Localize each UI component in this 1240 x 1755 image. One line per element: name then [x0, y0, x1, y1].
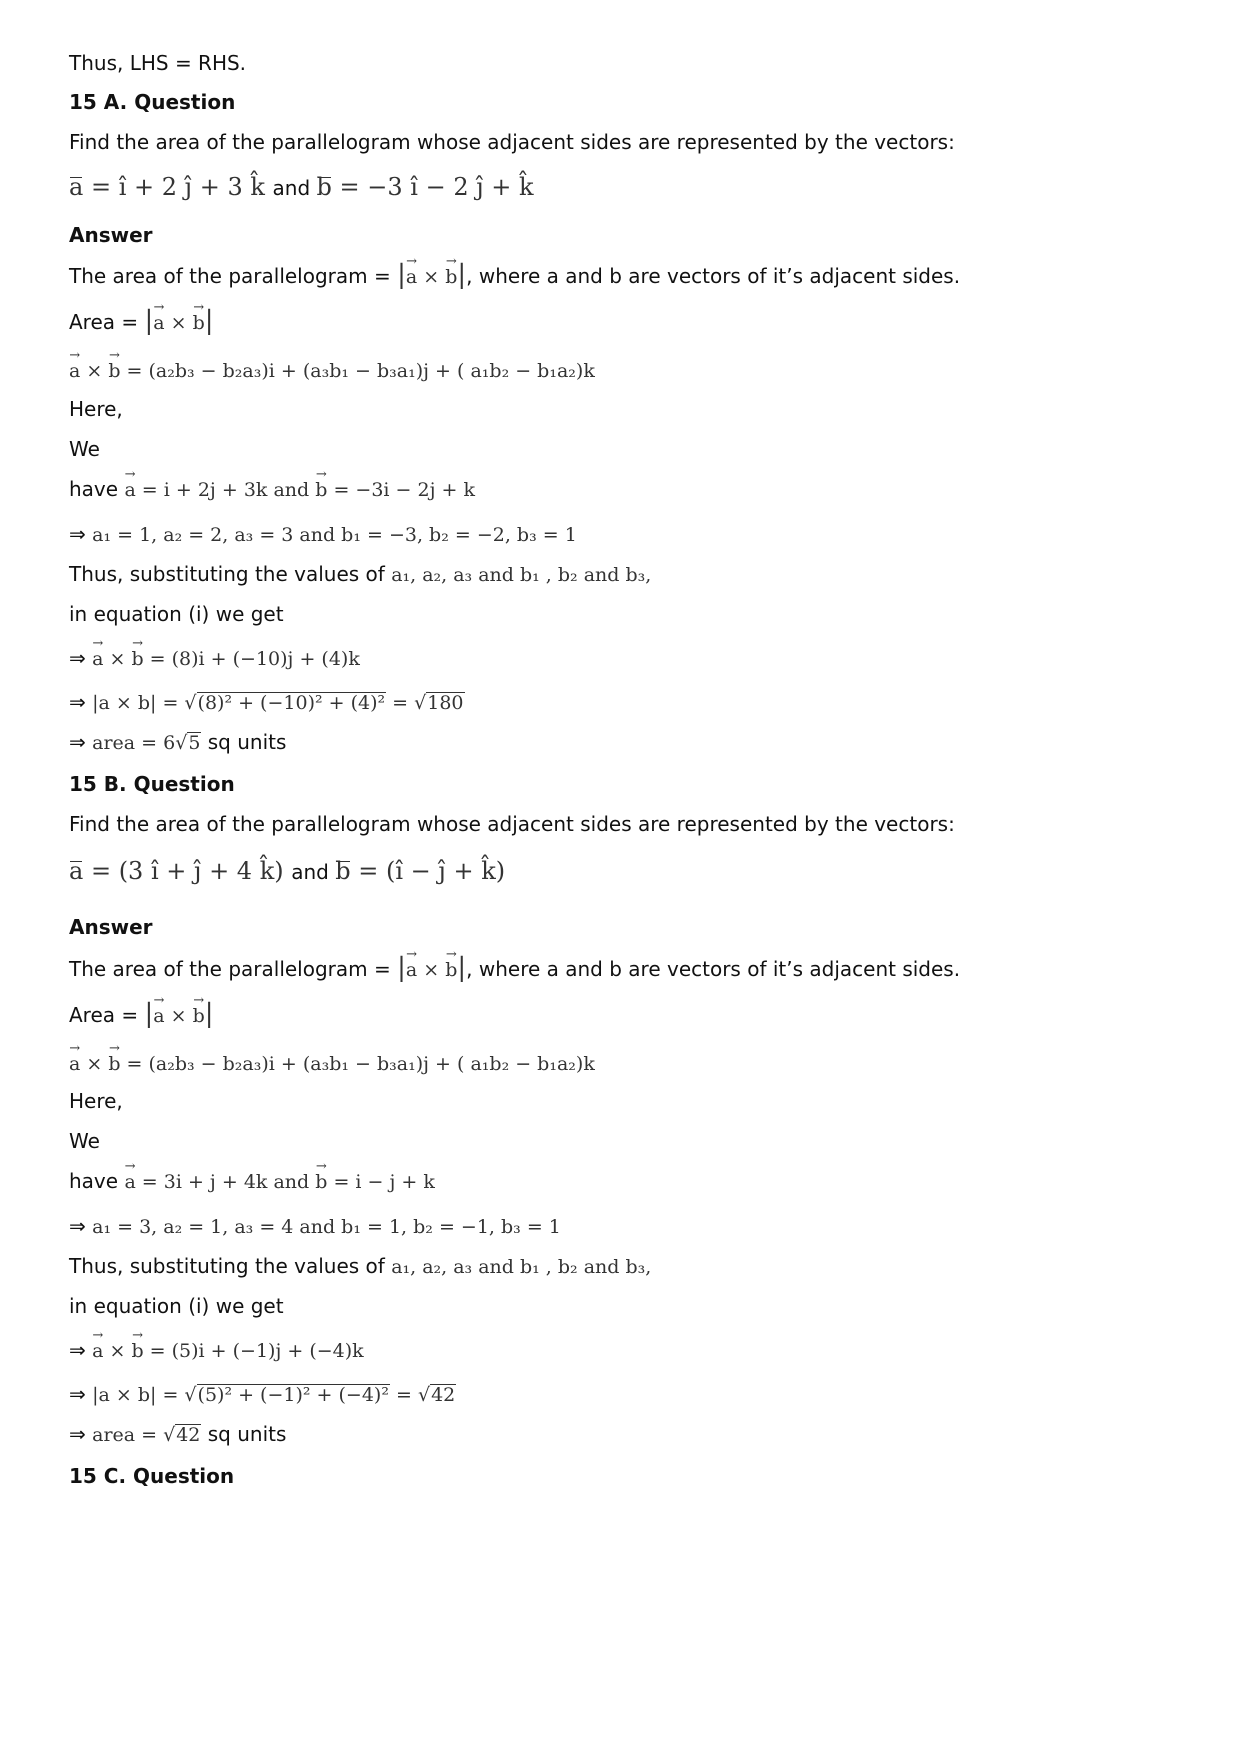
cross-result-text: = (8)i + (−10)j + (4)k — [143, 648, 360, 670]
cross-product-formula-15a: → a × → b = (a₂b₃ − b₂a₃)i + (a₃b₁ − b₃a₁)j + ( a₁b₂ − b₁a₂)k — [69, 358, 595, 384]
magnitude-result: 42 — [431, 1384, 456, 1406]
vector-a-symbol: a — [69, 857, 84, 885]
area-result-15b — [69, 1421, 286, 1448]
substitute-line-15a — [69, 561, 651, 588]
vector-b-value: (î − ĵ + k̂) — [386, 857, 506, 885]
units-text: sq units — [207, 1422, 287, 1446]
area-result-prefix: area = — [92, 1424, 164, 1446]
connector-text: and — [272, 176, 311, 200]
implies-symbol: ⇒ — [69, 1214, 93, 1238]
in-equation-15a: in equation (i) we get — [69, 602, 284, 626]
substitute-vars: a₁, a₂, a₃ and b₁ , b₂ and b₃, — [391, 1256, 652, 1278]
cross-result-text: = (5)i + (−1)j + (−4)k — [143, 1340, 364, 1362]
equals-sign: = — [350, 857, 386, 885]
have-text: have — [69, 477, 119, 501]
area-intro-tail: , where a and b are vectors of it’s adjacent sides. — [466, 264, 961, 288]
implies-symbol: ⇒ — [69, 1422, 93, 1446]
formula-text: (a₂b₃ − b₂a₃)i + (a₃b₁ − b₃a₁)j + ( a₁b₂ − b₁a₂)k — [148, 1053, 595, 1075]
vector-a-value: (3 î + ĵ + 4 k̂) — [118, 857, 284, 885]
area-result-radicand: 5 — [188, 732, 201, 754]
equals-sign: = — [83, 173, 119, 201]
components-text: a₁ = 3, a₂ = 1, a₃ = 4 and b₁ = 1, b₂ = −1, b₃ = 1 — [92, 1216, 561, 1238]
have-line-15b: have → a = 3i + j + 4k and → b = i − j + k — [69, 1168, 435, 1195]
implies-symbol: ⇒ — [69, 522, 93, 546]
cross-magnitude: |→ a × → b| — [397, 959, 466, 981]
answer-heading-15a: Answer — [69, 223, 153, 247]
magnitude-result: 180 — [427, 692, 464, 714]
sqrt-symbol: √ — [184, 1384, 197, 1406]
magnitude-lhs: |a × b| = — [92, 1384, 185, 1406]
area-line-15b — [69, 1001, 214, 1029]
area-definition-15b — [69, 955, 960, 983]
area-result-15a — [69, 729, 286, 756]
have-line-15a: have → a = i + 2j + 3k and → b = −3i − 2j + k — [69, 476, 475, 503]
question-text-15b: Find the area of the parallelogram whose adjacent sides are represented by the vectors: — [69, 812, 955, 836]
have-expr-b: = −3i − 2j + k — [327, 479, 475, 501]
cross-magnitude: |→ a × → b| — [145, 312, 214, 334]
have-expr-b: = i − j + k — [327, 1171, 435, 1193]
sqrt-symbol: √ — [414, 692, 427, 714]
question-text-15a: Find the area of the parallelogram whose adjacent sides are represented by the vectors: — [69, 130, 955, 154]
in-equation-15b: in equation (i) we get — [69, 1294, 284, 1318]
cross-product-formula-15b: → a × → b = (a₂b₃ − b₂a₃)i + (a₃b₁ − b₃a₁)j + ( a₁b₂ − b₁a₂)k — [69, 1051, 595, 1077]
cross-result-15a: ⇒ → a × → b = (8)i + (−10)j + (4)k — [69, 645, 360, 672]
magnitude-line-15b: ⇒ |a × b| = √(5)² + (−1)² + (−4)² = √42 — [69, 1382, 456, 1406]
implies-symbol: ⇒ — [69, 1338, 93, 1362]
cross-result-15b: ⇒ → a × → b = (5)i + (−1)j + (−4)k — [69, 1337, 364, 1364]
area-line-15a — [69, 308, 214, 336]
we-text-15b: We — [69, 1129, 100, 1153]
equals-sign: = — [83, 857, 119, 885]
substitute-text: Thus, substituting the values of — [69, 562, 385, 586]
sqrt-symbol: √ — [175, 732, 188, 754]
intro-line: Thus, LHS = RHS. — [69, 51, 247, 75]
components-line-15a — [69, 521, 577, 548]
connector-text: and — [291, 860, 329, 884]
formula-text: (a₂b₃ − b₂a₃)i + (a₃b₁ − b₃a₁)j + ( a₁b₂ − b₁a₂)k — [148, 360, 595, 382]
have-expr-a: = i + 2j + 3k and — [135, 479, 316, 501]
components-text: a₁ = 1, a₂ = 2, a₃ = 3 and b₁ = −3, b₂ = −2, b₃ = 1 — [92, 524, 577, 546]
magnitude-radicand: (8)² + (−10)² + (4)² — [197, 692, 386, 714]
substitute-vars: a₁, a₂, a₃ and b₁ , b₂ and b₃, — [391, 564, 652, 586]
sqrt-symbol: √ — [163, 1424, 176, 1446]
components-line-15b — [69, 1213, 561, 1240]
sqrt-symbol: √ — [184, 692, 197, 714]
area-definition-15a — [69, 262, 960, 290]
area-result-prefix: area = 6 — [92, 732, 176, 754]
substitute-line-15b — [69, 1253, 651, 1280]
have-expr-a: = 3i + j + 4k and — [135, 1171, 316, 1193]
vector-b-symbol: b — [335, 857, 351, 885]
we-text-15a: We — [69, 437, 100, 461]
question-heading-15c: 15 C. Question — [69, 1464, 235, 1488]
cross-magnitude: |→ a × → b| — [397, 266, 466, 288]
units-text: sq units — [207, 730, 287, 754]
vector-a-symbol: a — [69, 173, 84, 201]
area-intro-text: The area of the parallelogram = — [69, 264, 391, 288]
magnitude-line-15a: ⇒ |a × b| = √(8)² + (−10)² + (4)² = √180 — [69, 690, 464, 714]
question-heading-15a: 15 A. Question — [69, 90, 236, 114]
question-heading-15b: 15 B. Question — [69, 772, 235, 796]
vector-b-value: −3 î − 2 ĵ + k̂ — [367, 173, 534, 201]
area-intro-text: The area of the parallelogram = — [69, 957, 391, 981]
area-label: Area = — [69, 1003, 139, 1027]
vector-definition-15a — [69, 174, 534, 201]
area-label: Area = — [69, 310, 139, 334]
implies-symbol: ⇒ — [69, 1382, 93, 1406]
equals-sign: = — [331, 173, 368, 201]
substitute-text: Thus, substituting the values of — [69, 1254, 385, 1278]
here-text-15b: Here, — [69, 1089, 123, 1113]
cross-magnitude: |→ a × → b| — [145, 1005, 214, 1027]
vector-b-symbol: b — [316, 173, 332, 201]
answer-heading-15b: Answer — [69, 915, 153, 939]
magnitude-lhs: |a × b| = — [92, 692, 185, 714]
sqrt-symbol: √ — [417, 1384, 431, 1406]
implies-symbol: ⇒ — [69, 646, 93, 670]
here-text-15a: Here, — [69, 397, 123, 421]
implies-symbol: ⇒ — [69, 690, 93, 714]
magnitude-radicand: (5)² + (−1)² + (−4)² — [197, 1384, 389, 1406]
area-result-radicand: 42 — [176, 1424, 201, 1446]
area-intro-tail: , where a and b are vectors of it’s adjacent sides. — [466, 957, 961, 981]
implies-symbol: ⇒ — [69, 730, 93, 754]
vector-a-value: î + 2 ĵ + 3 k̂ — [118, 173, 265, 201]
have-text: have — [69, 1169, 119, 1193]
vector-definition-15b — [69, 858, 505, 885]
